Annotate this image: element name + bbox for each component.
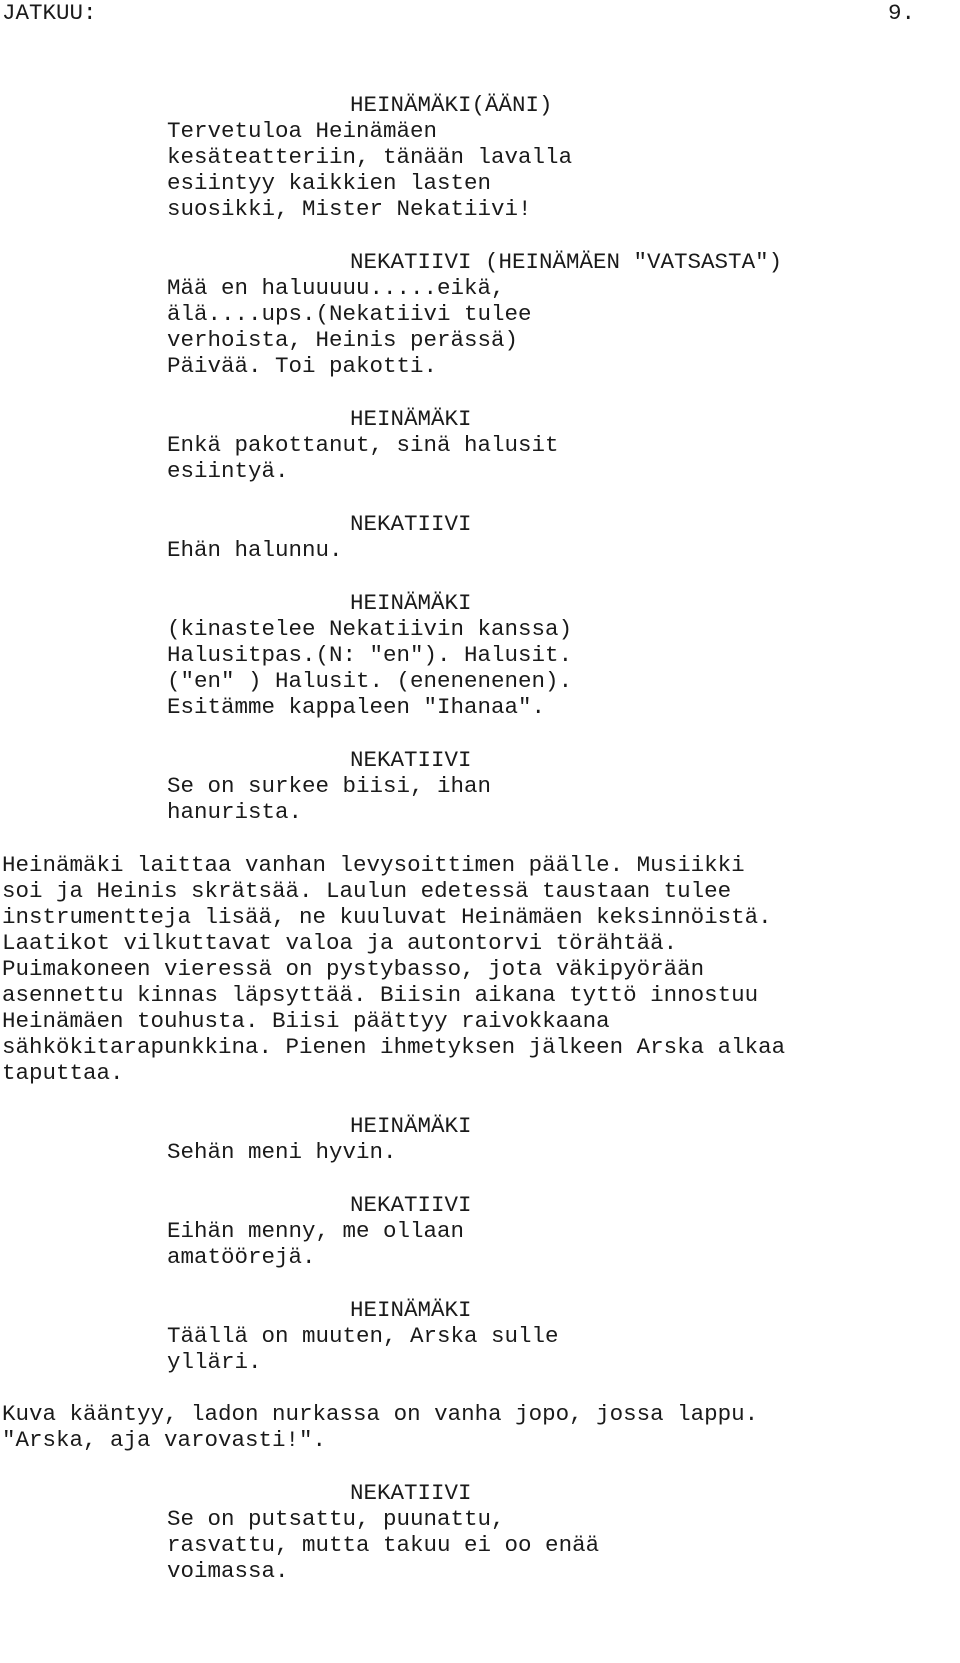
page-number: 9. bbox=[888, 0, 916, 26]
dialogue: Ehän halunnu. bbox=[167, 537, 343, 563]
speaker-name: HEINÄMÄKI(ÄÄNI) bbox=[350, 92, 553, 118]
speaker-name: NEKATIIVI bbox=[350, 1192, 472, 1218]
speaker-name: HEINÄMÄKI bbox=[350, 1297, 472, 1323]
action-description: Heinämäki laittaa vanhan levysoittimen päälle. Musiikki soi ja Heinis skrätsää. Laulun edetessä taustaan tulee instrumentteja lisää, ne kuuluvat Heinämäen keksinnöistä. Laatikot vilkuttavat valoa ja autontorvi törähtää. Puimakoneen vieressä on pystybasso, jota väkipyörään asennettu kinnas läpsyttää. Biisin aikana tyttö innostuu Heinämäen touhusta. Biisi päättyy raivokkaana sähkökitarapunkkina. Pienen ihmetyksen jälkeen Arska alkaa taputtaa. bbox=[2, 852, 786, 1086]
dialogue: Sehän meni hyvin. bbox=[167, 1139, 397, 1165]
dialogue: Mää en haluuuuu.....eikä, älä....ups.(Nekatiivi tulee verhoista, Heinis perässä) Päivää. Toi pakotti. bbox=[167, 275, 532, 379]
speaker-name: NEKATIIVI bbox=[350, 1480, 472, 1506]
dialogue: Se on surkee biisi, ihan hanurista. bbox=[167, 773, 492, 825]
speaker-name: HEINÄMÄKI bbox=[350, 590, 472, 616]
continued-label: JATKUU: bbox=[2, 0, 97, 26]
dialogue: Se on putsattu, puunattu, rasvattu, mutta takuu ei oo enää voimassa. bbox=[167, 1506, 600, 1584]
dialogue: Täällä on muuten, Arska sulle ylläri. bbox=[167, 1323, 559, 1375]
speaker-name: HEINÄMÄKI bbox=[350, 406, 472, 432]
speaker-name: HEINÄMÄKI bbox=[350, 1113, 472, 1139]
speaker-name: NEKATIIVI bbox=[350, 747, 472, 773]
action-description: Kuva kääntyy, ladon nurkassa on vanha jopo, jossa lappu. "Arska, aja varovasti!". bbox=[2, 1401, 759, 1453]
dialogue: Enkä pakottanut, sinä halusit esiintyä. bbox=[167, 432, 559, 484]
speaker-name: NEKATIIVI bbox=[350, 511, 472, 537]
speaker-name: NEKATIIVI (HEINÄMÄEN "VATSASTA") bbox=[350, 249, 783, 275]
dialogue: Tervetuloa Heinämäen kesäteatteriin, tänään lavalla esiintyy kaikkien lasten suosikki, Mister Nekatiivi! bbox=[167, 118, 573, 222]
dialogue: Eihän menny, me ollaan amatöörejä. bbox=[167, 1218, 465, 1270]
dialogue: (kinastelee Nekatiivin kanssa) Halusitpas.(N: "en"). Halusit. ("en" ) Halusit. (enenenenen). Esitämme kappaleen "Ihanaa". bbox=[167, 616, 573, 720]
